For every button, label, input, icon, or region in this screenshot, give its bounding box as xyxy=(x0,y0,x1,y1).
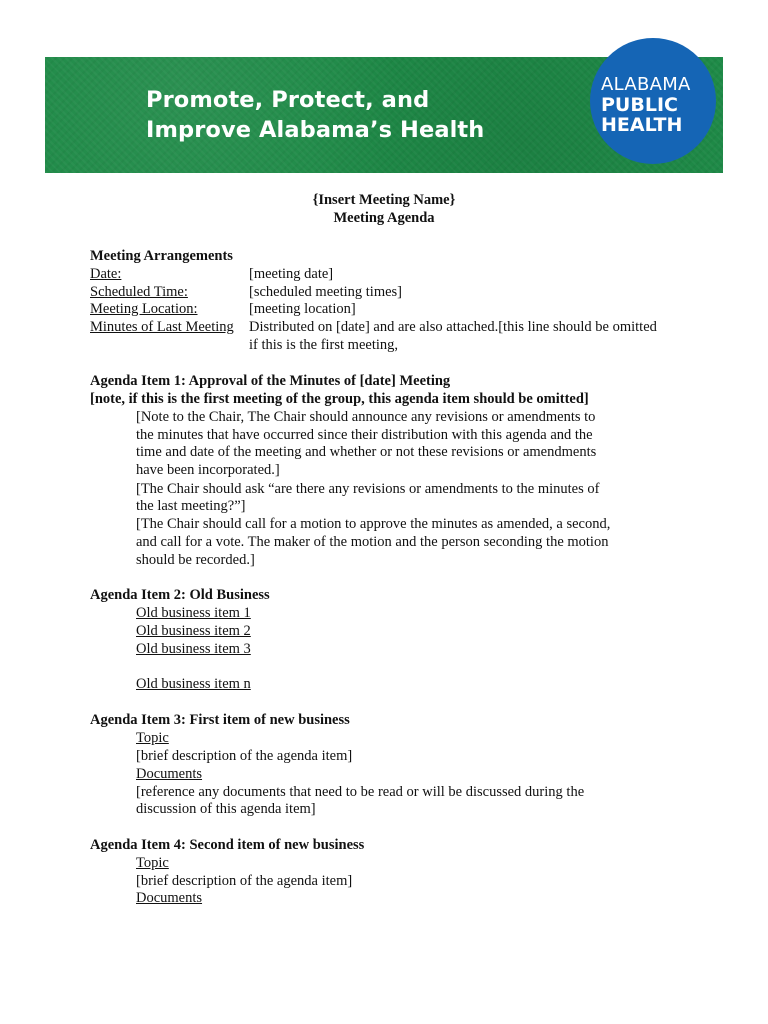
list-item: Old business item 1 xyxy=(136,605,251,621)
logo-text: PUBLIC xyxy=(601,94,678,116)
paragraph-line: should be recorded.] xyxy=(136,552,255,568)
paragraph-line: the minutes that have occurred since their distribution with this agenda and the xyxy=(136,427,593,443)
paragraph-line: have been incorporated.] xyxy=(136,462,280,478)
header-banner xyxy=(45,57,723,173)
documents-description: [reference any documents that need to be read or will be discussed during the xyxy=(136,784,585,800)
topic-label: Topic xyxy=(136,855,169,871)
topic-description: [brief description of the agenda item] xyxy=(136,748,353,764)
document-subtitle: Meeting Agenda xyxy=(333,210,435,226)
documents-label: Documents xyxy=(136,766,203,782)
arrangement-label: Minutes of Last Meeting xyxy=(90,319,234,335)
agenda-item-heading: Agenda Item 3: First item of new business xyxy=(90,712,350,728)
tagline xyxy=(146,85,484,145)
arrangement-value: [meeting date] xyxy=(249,266,334,282)
list-item: Old business item n xyxy=(136,676,251,692)
documents-description: discussion of this agenda item] xyxy=(136,801,316,817)
arrangement-value: Distributed on [date] and are also attached.[this line should be omitted xyxy=(249,319,657,335)
arrangement-label: Meeting Location: xyxy=(90,301,198,317)
arrangement-label: Date: xyxy=(90,266,122,282)
agenda-item-note: [note, if this is the first meeting of the group, this agenda item should be omitted] xyxy=(90,391,589,407)
paragraph-line: [Note to the Chair, The Chair should announce any revisions or amendments to xyxy=(136,409,596,425)
agenda-item-heading: Agenda Item 2: Old Business xyxy=(90,587,270,603)
paragraph-line: [The Chair should ask “are there any revisions or amendments to the minutes of xyxy=(136,481,600,497)
arrangement-value: [scheduled meeting times] xyxy=(249,284,403,300)
documents-label: Documents xyxy=(136,890,203,906)
tagline-line: Improve Alabama’s Health xyxy=(146,117,485,143)
list-item: Old business item 2 xyxy=(136,623,251,639)
logo-text: ALABAMA xyxy=(601,74,691,95)
arrangement-label: Scheduled Time: xyxy=(90,284,188,300)
paragraph-line: the last meeting?”] xyxy=(136,498,246,514)
arrangement-value: if this is the first meeting, xyxy=(249,337,399,353)
list-item: Old business item 3 xyxy=(136,641,251,657)
agenda-item-heading: Agenda Item 1: Approval of the Minutes of [date] Meeting xyxy=(90,373,451,389)
arrangements-heading: Meeting Arrangements xyxy=(90,248,233,264)
logo-text: HEALTH xyxy=(601,114,683,136)
tagline-line: Promote, Protect, and xyxy=(146,87,430,113)
paragraph-line: [The Chair should call for a motion to approve the minutes as amended, a second, xyxy=(136,516,611,532)
paragraph-line: time and date of the meeting and whether or not these revisions or amendments xyxy=(136,444,597,460)
topic-description: [brief description of the agenda item] xyxy=(136,873,353,889)
paragraph-line: and call for a vote. The maker of the motion and the person seconding the motion xyxy=(136,534,609,550)
alabama-public-health-logo xyxy=(590,38,716,164)
meeting-name: {Insert Meeting Name} xyxy=(312,192,456,208)
topic-label: Topic xyxy=(136,730,169,746)
arrangement-value: [meeting location] xyxy=(249,301,356,317)
agenda-item-heading: Agenda Item 4: Second item of new business xyxy=(90,837,365,853)
